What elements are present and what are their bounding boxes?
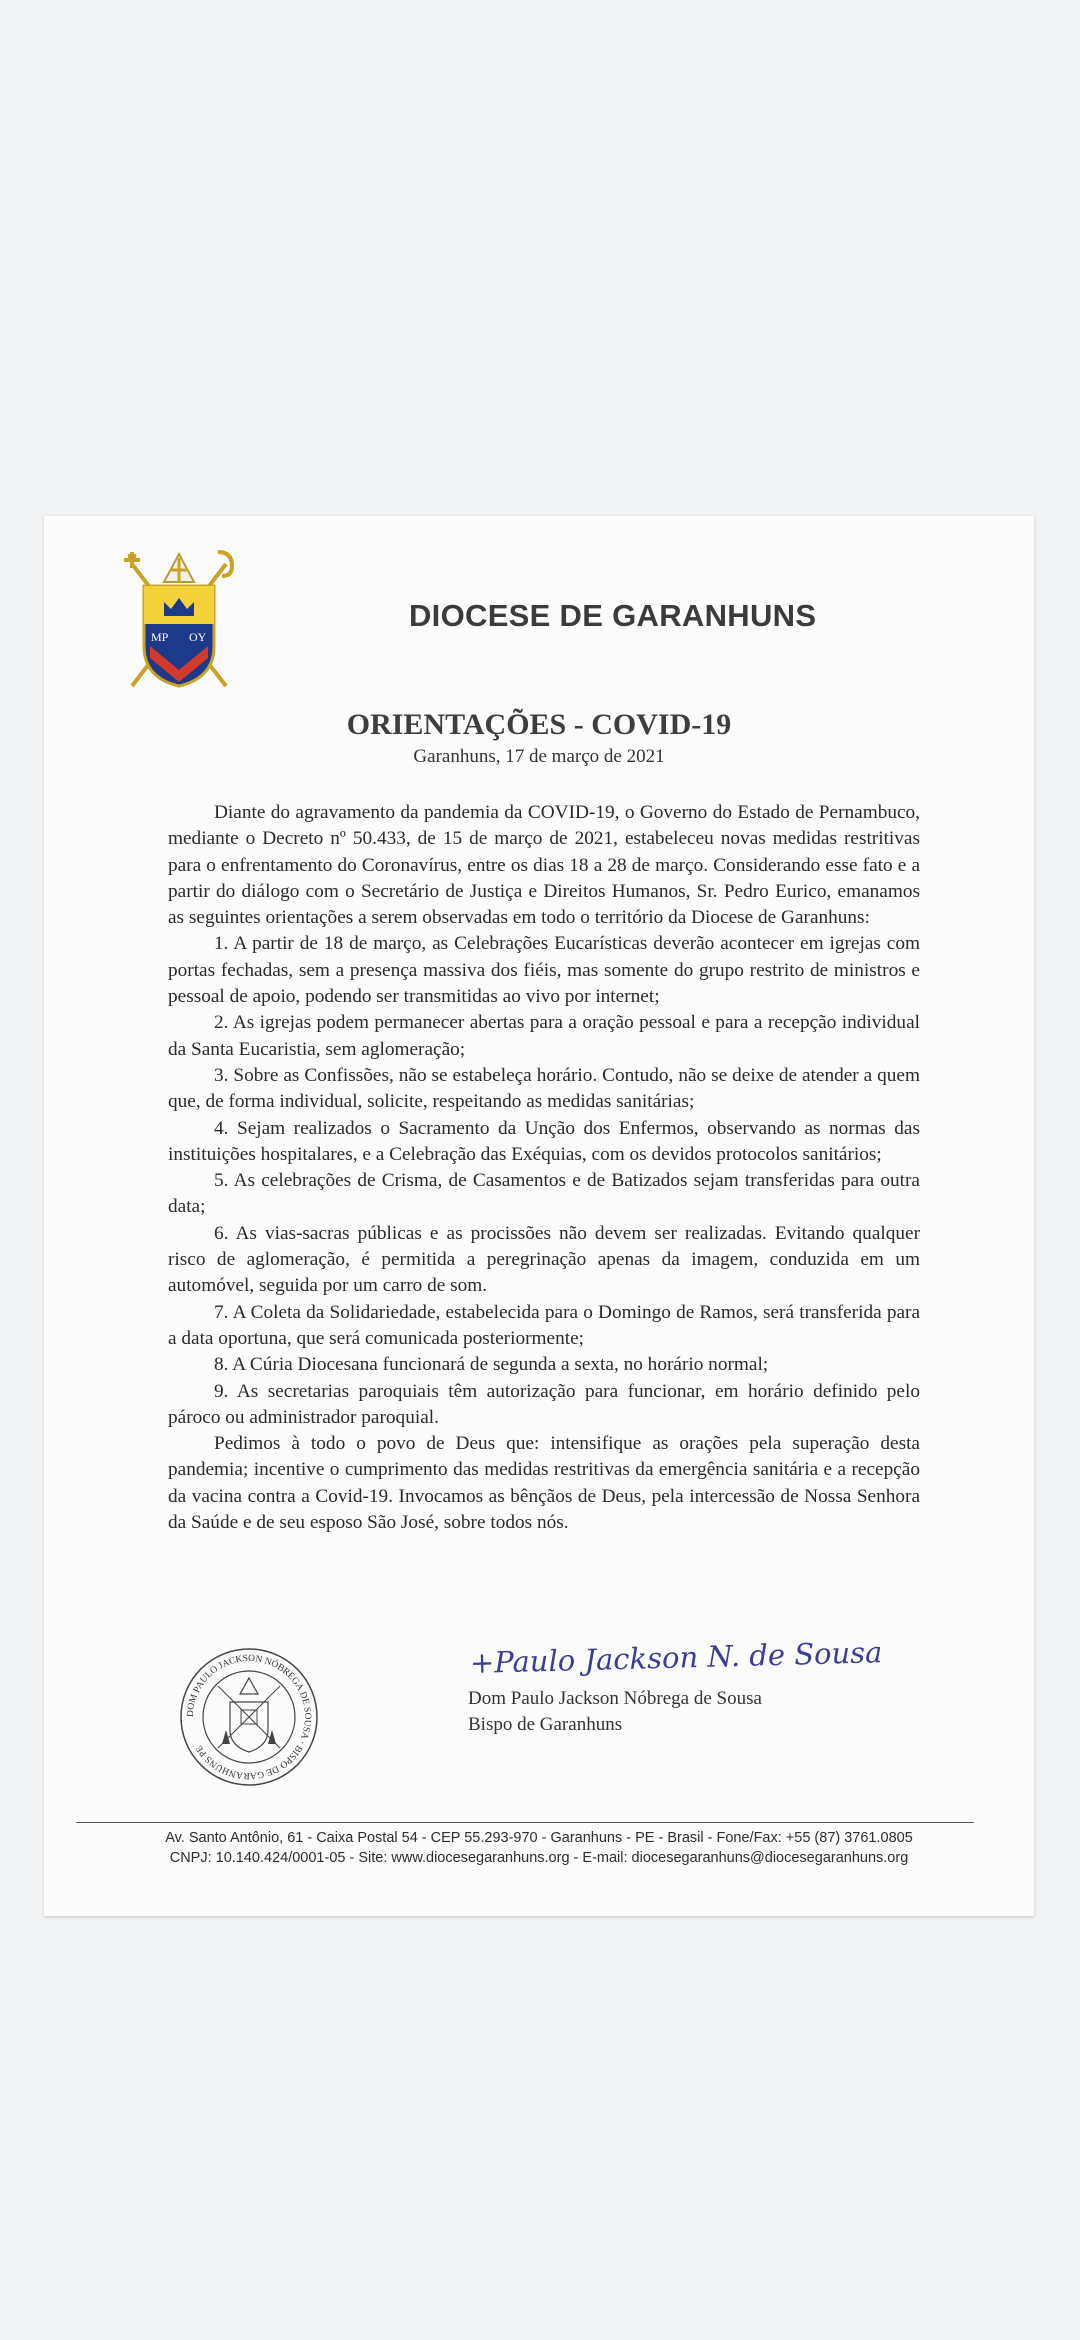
guideline-item: 5. As celebrações de Crisma, de Casamentos e de Batizados sejam transferidas para outra data; bbox=[168, 1170, 920, 1218]
footer-divider bbox=[76, 1822, 974, 1823]
coat-of-arms-logo bbox=[114, 546, 244, 696]
guideline-item: 6. As vias-sacras públicas e as procissões não devem ser realizadas. Evitando qualquer risco de aglomeração, é permitida a peregrinação apenas da imagem, conduzida em um automóvel, seguida por um carro de som. bbox=[168, 1222, 920, 1297]
guideline-item: 2. As igrejas podem permanecer abertas para a oração pessoal e para a recepção individual da Santa Eucaristia, sem aglomeração; bbox=[168, 1012, 920, 1060]
document-page bbox=[44, 516, 1034, 1916]
footer bbox=[44, 1828, 1034, 1868]
organization-title: DIOCESE DE GARANHUNS bbox=[409, 598, 817, 633]
svg-text:MP: MP bbox=[151, 630, 169, 644]
guideline-item: 7. A Coleta da Solidariedade, estabelecida para o Domingo de Ramos, será transferida para a data oportuna, que será comunicada posteriormente; bbox=[168, 1301, 920, 1349]
guideline-item: 8. A Cúria Diocesana funcionará de segunda a sexta, no horário normal; bbox=[214, 1354, 769, 1376]
signer-role: Bispo de Garanhuns bbox=[468, 1714, 623, 1735]
intro-paragraph: Diante do agravamento da pandemia da COVID-19, o Governo do Estado de Pernambuco, mediante o Decreto nº 50.433, de 15 de março de 2021, estabeleceu novas medidas restritivas para o enfrentamento do Coronavírus, entre os dias 18 a 28 de março. Considerando esse fato e a partir do diálogo com o Secretário de Justiça e Direitos Humanos, Sr. Pedro Eurico, emanamos as seguintes orientações a serem observadas em todo o território da Diocese de Garanhuns: bbox=[168, 802, 920, 929]
svg-text:DOM PAULO JACKSON NÓBREGA DE S: DOM PAULO JACKSON NÓBREGA DE SOUSA · BISPO DE GARANHUNS PE bbox=[185, 1653, 313, 1781]
document-date: Garanhuns, 17 de março de 2021 bbox=[413, 746, 665, 767]
guideline-item: 4. Sejam realizados o Sacramento da Unção dos Enfermos, observando as normas das instituições hospitalares, e a Celebração das Exéquias, com os devidos protocolos sanitários; bbox=[168, 1117, 920, 1165]
guideline-item: 3. Sobre as Confissões, não se estabeleça horário. Contudo, não se deixe de atender a quem que, de forma individual, solicite, respeitando as medidas sanitárias; bbox=[168, 1064, 920, 1113]
document-title: ORIENTAÇÕES - COVID-19 bbox=[346, 708, 732, 741]
document-body bbox=[168, 800, 920, 1536]
episcopal-seal bbox=[178, 1646, 320, 1788]
signature-block bbox=[466, 1635, 883, 1736]
closing-paragraph: Pedimos à todo o povo de Deus que: intensifique as orações pela superação desta pandemia; incentive o cumprimento das medidas restritivas da emergência sanitária e a recepção da vacina contra a Covid-19. Invocamos as bênçãos de Deus, pela intercessão de Nossa Senhora da Saúde e de seu esposo São José, sobre todos nós. bbox=[168, 1433, 920, 1534]
guideline-item: 1. A partir de 18 de março, as Celebrações Eucarísticas deverão acontecer em igrejas com portas fechadas, sem a presença massiva dos fiéis, mas somente do grupo restrito de ministros e pessoal de apoio, podendo ser transmitidas ao vivo por internet; bbox=[168, 933, 920, 1008]
handwritten-signature: +Paulo Jackson N. de Sousa bbox=[469, 1635, 883, 1680]
footer-address: Av. Santo Antônio, 61 - Caixa Postal 54 - CEP 55.293-970 - Garanhuns - PE - Brasil - Fone/Fax: +55 (87) 3761.0805 bbox=[165, 1830, 913, 1846]
footer-contact: CNPJ: 10.140.424/0001-05 - Site: www.diocesegaranhuns.org - E-mail: diocesegaranhuns@diocesegaranhuns.org bbox=[169, 1850, 909, 1866]
guideline-item: 9. As secretarias paroquiais têm autorização para funcionar, em horário definido pelo pároco ou administrador paroquial. bbox=[168, 1380, 920, 1428]
svg-text:OY: OY bbox=[189, 630, 207, 644]
signer-name: Dom Paulo Jackson Nóbrega de Sousa bbox=[468, 1688, 762, 1709]
